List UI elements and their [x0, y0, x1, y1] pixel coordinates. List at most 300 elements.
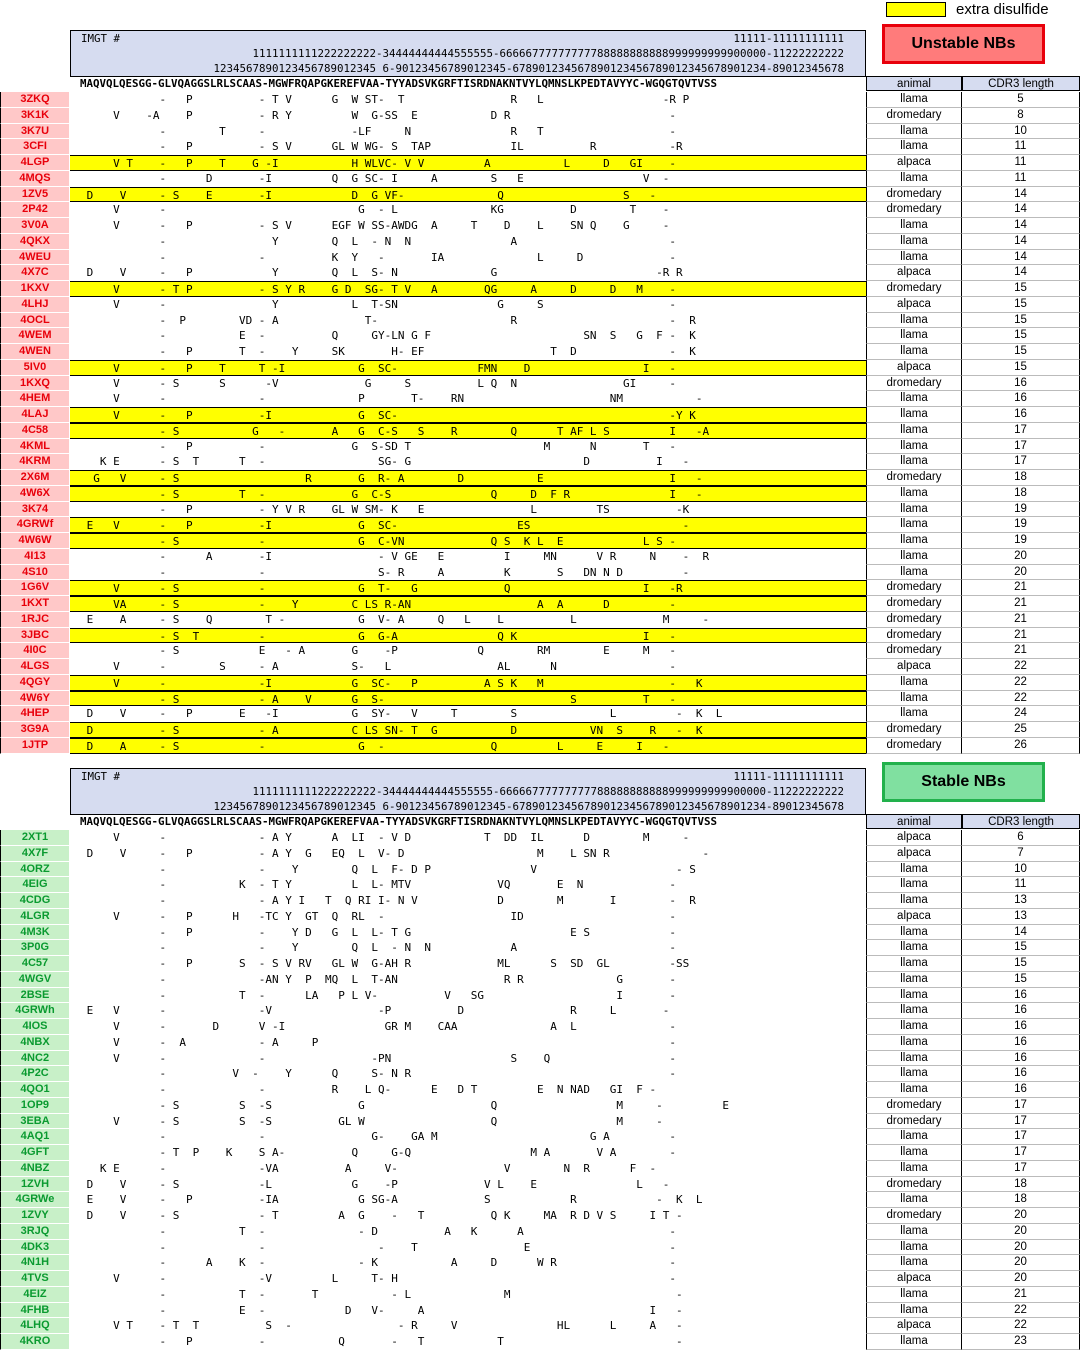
cdr3-length-cell: 17 — [962, 1161, 1080, 1177]
sequence-diff: - P VD - A T- R - R — [80, 313, 696, 327]
cdr3-length-cell: 16 — [962, 1003, 1080, 1019]
animal-cell: dromedary — [866, 643, 962, 659]
nanobody-id: 1ZVY — [0, 1208, 69, 1224]
sequence-diff: - V - Y Q S- N R - — [80, 1067, 677, 1081]
cdr3-length-cell: 15 — [962, 313, 1080, 329]
animal-cell: alpaca — [866, 297, 962, 313]
cdr3-length-cell: 16 — [962, 1019, 1080, 1035]
animal-cell: dromedary — [866, 580, 962, 596]
nanobody-id: 4P2C — [0, 1066, 69, 1082]
animal-cell: llama — [866, 972, 962, 988]
nanobody-id: 4ORZ — [0, 862, 69, 878]
sequence-diff: - D -I Q G SC- I A S E V - — [80, 171, 670, 185]
sequence-diff: D - S - A C LS SN- T G D VN S R - K — [70, 722, 866, 738]
stable-header — [70, 768, 866, 815]
cdr3-length-cell: 13 — [962, 893, 1080, 909]
animal-cell: dromedary — [866, 722, 962, 738]
cdr3-length-cell: 15 — [962, 360, 1080, 376]
animal-cell: dromedary — [866, 738, 962, 754]
animal-cell: alpaca — [866, 155, 962, 171]
cdr3-length-cell: 20 — [962, 1224, 1080, 1240]
nanobody-id: 4EIG — [0, 877, 69, 893]
cdr3-length-cell: 21 — [962, 1287, 1080, 1303]
sequence-diff: D V - P - A Y G EQ L V- D M L SN R - — [80, 846, 710, 860]
sequence-diff: - - R L Q- E D T E N NAD GI F - — [80, 1083, 657, 1096]
sequence-diff: V - -V L T- H - — [80, 1272, 677, 1285]
nanobody-id: 4I0C — [0, 643, 69, 659]
cdr3-length-cell: 18 — [962, 1177, 1080, 1193]
nanobody-id: 3CFI — [0, 139, 69, 155]
cdr3-length-cell: 6 — [962, 830, 1080, 846]
nanobody-id: 4DK3 — [0, 1240, 69, 1256]
cdr3-length-cell: 11 — [962, 877, 1080, 893]
nanobody-id: 3P0G — [0, 940, 69, 956]
cdr3-length-cell: 14 — [962, 187, 1080, 203]
cdr3-length-cell: 17 — [962, 439, 1080, 455]
cdr3-length-cell: 17 — [962, 423, 1080, 439]
animal-cell: llama — [866, 439, 962, 455]
nanobody-id: 2BSE — [0, 988, 69, 1004]
animal-cell: alpaca — [866, 909, 962, 925]
nanobody-id: 4HEM — [0, 391, 69, 407]
sequence-diff: V - S S -S GL W Q M - — [80, 1114, 663, 1128]
cdr3-length-cell: 11 — [962, 171, 1080, 187]
sequence-diff: - - S- R A K S DN N D - — [80, 565, 690, 579]
nanobody-id: 4X7F — [0, 846, 69, 862]
animal-cell: llama — [866, 1192, 962, 1208]
nanobody-id: 4W6X — [0, 486, 69, 502]
sequence-diff: V -A P - R Y W G-SS E D R - — [80, 108, 677, 122]
animal-cell: llama — [866, 1334, 962, 1350]
cdr3-length-cell: 20 — [962, 1255, 1080, 1271]
sequence-diff: D A - S - G - Q L E I - — [70, 738, 866, 754]
cdr3-length-cell: 5 — [962, 92, 1080, 108]
animal-cell: alpaca — [866, 1271, 962, 1287]
animal-cell: llama — [866, 502, 962, 518]
animal-cell: llama — [866, 92, 962, 108]
nanobody-id: 4W6Y — [0, 691, 69, 707]
unstable-header — [70, 30, 866, 77]
nanobody-id: 1G6V — [0, 580, 69, 596]
nanobody-id: 4LGS — [0, 659, 69, 675]
cdr3-length-cell: 16 — [962, 407, 1080, 423]
cdr3-length-cell: 22 — [962, 691, 1080, 707]
animal-cell: llama — [866, 877, 962, 893]
sequence-diff: D V - P E -I G SY- V T S L - K L — [80, 707, 723, 721]
nanobody-id: 4OCL — [0, 313, 69, 329]
nanobody-id: 3JBC — [0, 628, 69, 644]
sequence-diff: V - -I G SC- P A S K M - K — [70, 675, 866, 691]
animal-cell: llama — [866, 328, 962, 344]
cdr3-length-cell: 10 — [962, 862, 1080, 878]
nanobody-id: 1RJC — [0, 612, 69, 628]
nanobody-id: 4S10 — [0, 565, 69, 581]
cdr3-length-cell: 15 — [962, 956, 1080, 972]
nanobody-id: 4LHQ — [0, 1318, 69, 1334]
nanobody-id: 3V0A — [0, 218, 69, 234]
sequence-diff: V - Y L T-SN G S - — [80, 297, 677, 311]
animal-cell: llama — [866, 533, 962, 549]
cdr3-length-cell: 22 — [962, 1318, 1080, 1334]
animal-cell: dromedary — [866, 1114, 962, 1130]
nanobody-id: 4LHJ — [0, 297, 69, 313]
cdr3-length-cell: 7 — [962, 846, 1080, 862]
sequence-diff: V - T P - S Y R G D SG- T V A QG A D D M - — [70, 281, 866, 297]
germline-sequence: MAQVQLQESGG-GLVQAGGSLRLSCAAS-MGWFRQAPGKEREFVAA-TYYADSVKGRFTISRDNAKNTVYLQMNSLKPEDTAVYYC-WGQGTQVTVSS — [80, 815, 718, 828]
nanobody-id: 4QO1 — [0, 1082, 69, 1098]
sequence-diff: V - A - A P - — [80, 1035, 677, 1049]
sequence-diff: V - S - A S- L AL N - — [80, 660, 677, 673]
animal-cell: llama — [866, 1003, 962, 1019]
nanobody-id: 4QKX — [0, 234, 69, 250]
cdr3-length-cell: 20 — [962, 565, 1080, 581]
nanobody-id: 4C58 — [0, 423, 69, 439]
nanobody-id: 4NBZ — [0, 1161, 69, 1177]
cdr3-length-cell: 20 — [962, 1208, 1080, 1224]
nanobody-id: 2P42 — [0, 202, 69, 218]
animal-cell: dromedary — [866, 376, 962, 392]
sequence-diff: D V - S E -I D G VF- Q S - — [70, 187, 866, 203]
nanobody-id: 1KXT — [0, 596, 69, 612]
sequence-diff: - S - G C-VN Q S K L E L S - — [70, 533, 866, 549]
animal-cell: llama — [866, 124, 962, 140]
unstable-badge: Unstable NBs — [882, 24, 1045, 64]
animal-cell: dromedary — [866, 1098, 962, 1114]
sequence-diff: - - K Y - IA L D - — [80, 250, 677, 264]
sequence-diff: - S E - A G -P Q RM E M - — [80, 644, 677, 658]
sequence-diff: E V - -V -P D R L - — [80, 1004, 670, 1018]
nanobody-id: 4AQ1 — [0, 1129, 69, 1145]
animal-cell: llama — [866, 706, 962, 722]
animal-cell: llama — [866, 1066, 962, 1082]
cdr3-length-cell: 14 — [962, 218, 1080, 234]
sequence-diff: - A K - - K A D W R - — [80, 1256, 677, 1270]
nanobody-id: 4CDG — [0, 893, 69, 909]
nanobody-id: 3ZKQ — [0, 92, 69, 108]
cdr3-length-cell: 13 — [962, 909, 1080, 925]
cdr3-length-cell: 20 — [962, 1240, 1080, 1256]
cdr3-length-cell: 16 — [962, 1035, 1080, 1051]
nanobody-id: 4IOS — [0, 1019, 69, 1035]
sequence-diff: - - G- GA M G A - — [80, 1130, 677, 1144]
animal-cell: alpaca — [866, 846, 962, 862]
sequence-diff: V - P H -TC Y GT Q RL - ID - — [80, 909, 677, 923]
cdr3-length-cell: 18 — [962, 1192, 1080, 1208]
sequence-diff: V - P -I G SC- -Y K — [70, 407, 866, 423]
sequence-diff: - P - Y V R GL W SM- K E L TS -K — [80, 502, 690, 516]
sequence-diff: - - Y Q L F- D P V - S — [80, 862, 696, 876]
animal-cell: dromedary — [866, 628, 962, 644]
animal-cell: dromedary — [866, 596, 962, 612]
animal-cell: llama — [866, 1019, 962, 1035]
sequence-diff: - T - -LF N R T - — [80, 124, 677, 138]
animal-cell: dromedary — [866, 187, 962, 203]
nanobody-id: 4KML — [0, 439, 69, 455]
animal-cell: llama — [866, 517, 962, 533]
animal-cell: llama — [866, 691, 962, 707]
cdr3-length-cell: 21 — [962, 596, 1080, 612]
sequence-diff: V - G - L KG D T - — [80, 203, 670, 217]
cdr3-length-cell: 17 — [962, 1145, 1080, 1161]
animal-cell: llama — [866, 454, 962, 470]
nanobody-id: 4LGP — [0, 155, 69, 171]
animal-cell: llama — [866, 1224, 962, 1240]
animal-cell: alpaca — [866, 265, 962, 281]
sequence-diff: V - - P T- RN NM - — [80, 392, 703, 406]
nanobody-id: 4HEP — [0, 706, 69, 722]
sequence-diff: - S T - G G-A Q K I - — [70, 628, 866, 644]
sequence-diff: K E - S T T - SG- G D I - — [80, 455, 690, 469]
animal-cell: llama — [866, 1082, 962, 1098]
sequence-diff: - T - LA P L V- V SG I - — [80, 988, 677, 1002]
cdr3-length-cell: 17 — [962, 1098, 1080, 1114]
sequence-diff: V - P T T -I G SC- FMN D I - — [70, 360, 866, 376]
cdr3-length-cell: 22 — [962, 1303, 1080, 1319]
animal-cell: alpaca — [866, 360, 962, 376]
animal-cell: llama — [866, 862, 962, 878]
imgt-label: IMGT # — [81, 770, 121, 783]
sequence-diff: V - - A Y A LI - V D T DD IL D M - — [80, 831, 690, 844]
cdr3-length-cell: 17 — [962, 1114, 1080, 1130]
cdr3-length-cell: 16 — [962, 376, 1080, 392]
cdr3-length-cell: 17 — [962, 454, 1080, 470]
cdr3-column-header: CDR3 length — [962, 76, 1080, 91]
cdr3-length-cell: 17 — [962, 1129, 1080, 1145]
imgt-numbering-line3: 1234567890123456789012345 6-90123456789012345-678901234567890123456789012345678901234-89012345678 — [213, 800, 844, 813]
nanobody-id: 4QGY — [0, 675, 69, 691]
animal-cell: llama — [866, 234, 962, 250]
cdr3-length-cell: 15 — [962, 940, 1080, 956]
animal-cell: llama — [866, 313, 962, 329]
animal-cell: llama — [866, 218, 962, 234]
cdr3-length-cell: 11 — [962, 155, 1080, 171]
animal-cell: llama — [866, 344, 962, 360]
animal-cell: alpaca — [866, 830, 962, 846]
sequence-diff: - P S - S V RV GL W G-AH R ML S SD GL -SS — [80, 957, 690, 970]
cdr3-length-cell: 24 — [962, 706, 1080, 722]
sequence-diff: - - A Y I T Q RI I- N V D M I - R — [80, 894, 696, 907]
imgt-label: IMGT # — [81, 32, 121, 45]
sequence-diff: - T - T - L M - — [80, 1287, 683, 1301]
animal-cell: llama — [866, 1303, 962, 1319]
cdr3-length-cell: 14 — [962, 202, 1080, 218]
cdr3-length-cell: 22 — [962, 659, 1080, 675]
cdr3-length-cell: 14 — [962, 250, 1080, 266]
sequence-diff: - P - Q - T T - — [80, 1335, 683, 1348]
sequence-diff: G V - S R G R- A D E I - — [70, 470, 866, 486]
animal-cell: llama — [866, 565, 962, 581]
nanobody-id: 4LAJ — [0, 407, 69, 423]
animal-cell: llama — [866, 139, 962, 155]
sequence-diff: - -AN Y P MQ L T-AN R R G - — [80, 972, 677, 986]
sequence-diff: - S T - G C-S Q D F R I - — [70, 486, 866, 502]
nanobody-id: 4MQS — [0, 171, 69, 187]
animal-cell: llama — [866, 1051, 962, 1067]
cdr3-column-header: CDR3 length — [962, 814, 1080, 829]
animal-cell: llama — [866, 171, 962, 187]
sequence-diff: D V - S - T A G - T Q K MA R D V S I T - — [80, 1209, 683, 1222]
sequence-diff: - P - G S-SD T M N T - — [80, 439, 677, 453]
animal-cell: llama — [866, 1240, 962, 1256]
animal-cell: llama — [866, 1255, 962, 1271]
legend-label: extra disulfide — [956, 0, 1049, 18]
germline-sequence: MAQVQLQESGG-GLVQAGGSLRLSCAAS-MGWFRQAPGKEREFVAA-TYYADSVKGRFTISRDNAKNTVYLQMNSLKPEDTAVYYC-WGQGTQVTVSS — [80, 77, 718, 90]
animal-cell: llama — [866, 391, 962, 407]
animal-cell: llama — [866, 940, 962, 956]
sequence-diff: V - D V -I GR M CAA A L - — [80, 1020, 677, 1033]
nanobody-id: 4WEU — [0, 250, 69, 266]
nanobody-id: 3K7U — [0, 124, 69, 140]
animal-cell: llama — [866, 675, 962, 691]
animal-cell: alpaca — [866, 659, 962, 675]
nanobody-id: 4WEN — [0, 344, 69, 360]
animal-cell: llama — [866, 893, 962, 909]
legend-swatch — [886, 2, 946, 17]
animal-cell: dromedary — [866, 1208, 962, 1224]
cdr3-length-cell: 8 — [962, 108, 1080, 124]
animal-cell: llama — [866, 407, 962, 423]
animal-cell: alpaca — [866, 1318, 962, 1334]
nanobody-id: 4KRM — [0, 454, 69, 470]
cdr3-length-cell: 22 — [962, 675, 1080, 691]
cdr3-length-cell: 25 — [962, 722, 1080, 738]
nanobody-id: 4TVS — [0, 1271, 69, 1287]
nanobody-id: 5IV0 — [0, 360, 69, 376]
sequence-diff: E V - P -IA G SG-A S R - K L — [80, 1193, 703, 1207]
nanobody-id: 3K1K — [0, 108, 69, 124]
sequence-diff: V - P - S V EGF W SS-AWDG A T D L SN Q G - — [80, 219, 670, 232]
nanobody-id: 4GFT — [0, 1145, 69, 1161]
sequence-diff: D V - S -L G -P V L E L - — [80, 1177, 670, 1191]
cdr3-length-cell: 15 — [962, 344, 1080, 360]
cdr3-length-cell: 16 — [962, 1066, 1080, 1082]
nanobody-id: 4GRWe — [0, 1192, 69, 1208]
sequence-diff: V T - T T S - - R V HL L A - — [80, 1319, 683, 1333]
cdr3-length-cell: 15 — [962, 297, 1080, 313]
animal-cell: llama — [866, 956, 962, 972]
sequence-diff: - - Y Q L - N N A - — [80, 941, 677, 955]
animal-cell: llama — [866, 1035, 962, 1051]
cdr3-length-cell: 26 — [962, 738, 1080, 754]
cdr3-length-cell: 16 — [962, 988, 1080, 1004]
animal-cell: llama — [866, 549, 962, 565]
nanobody-id: 4I13 — [0, 549, 69, 565]
nanobody-id: 4NC2 — [0, 1051, 69, 1067]
cdr3-length-cell: 11 — [962, 139, 1080, 155]
cdr3-length-cell: 21 — [962, 580, 1080, 596]
nanobody-id: 4GRWh — [0, 1003, 69, 1019]
animal-cell: llama — [866, 1287, 962, 1303]
cdr3-length-cell: 15 — [962, 281, 1080, 297]
cdr3-length-cell: 21 — [962, 628, 1080, 644]
nanobody-id: 4EIZ — [0, 1287, 69, 1303]
cdr3-length-cell: 18 — [962, 486, 1080, 502]
nanobody-id: 4X7C — [0, 265, 69, 281]
nanobody-id: 4NBX — [0, 1035, 69, 1051]
nanobody-id: 4WGV — [0, 972, 69, 988]
sequence-diff: E A - S Q T - G V- A Q L L L M - — [80, 612, 710, 626]
cdr3-length-cell: 18 — [962, 470, 1080, 486]
animal-cell: dromedary — [866, 612, 962, 628]
nanobody-id: 4FHB — [0, 1303, 69, 1319]
sequence-diff: E V - P -I G SC- ES - — [70, 517, 866, 533]
cdr3-length-cell: 23 — [962, 1334, 1080, 1350]
nanobody-id: 1KXQ — [0, 376, 69, 392]
animal-cell: dromedary — [866, 108, 962, 124]
imgt-numbering-line2: 1111111111222222222-34444444444555555-66666777777777788888888888999999999900000-11222222222 — [252, 785, 844, 798]
cdr3-length-cell: 21 — [962, 643, 1080, 659]
nanobody-id: 4KRO — [0, 1334, 69, 1350]
sequence-diff: - P - S V GL W WG- S TAP IL R -R — [80, 140, 683, 154]
nanobody-id: 4M3K — [0, 925, 69, 941]
animal-cell: llama — [866, 423, 962, 439]
animal-cell: llama — [866, 1161, 962, 1177]
animal-cell: llama — [866, 250, 962, 266]
sequence-diff: V - S S -V G S L Q N GI - — [80, 376, 677, 390]
nanobody-id: 2XT1 — [0, 830, 69, 846]
animal-cell: llama — [866, 1145, 962, 1161]
nanobody-id: 1OP9 — [0, 1098, 69, 1114]
sequence-diff: - T P K S A- Q G-Q M A V A - — [80, 1146, 677, 1159]
cdr3-length-cell: 21 — [962, 612, 1080, 628]
cdr3-length-cell: 14 — [962, 234, 1080, 250]
sequence-diff: K E - -VA A V- V N R F - — [80, 1161, 657, 1175]
nanobody-id: 1JTP — [0, 738, 69, 754]
animal-cell: dromedary — [866, 470, 962, 486]
sequence-diff: - E - Q GY-LN G F SN S G F - K — [80, 329, 696, 343]
animal-cell: dromedary — [866, 202, 962, 218]
animal-cell: llama — [866, 486, 962, 502]
cdr3-length-cell: 16 — [962, 1051, 1080, 1067]
cdr3-length-cell: 19 — [962, 533, 1080, 549]
animal-column-header: animal — [866, 76, 962, 91]
nanobody-id: 1ZV5 — [0, 187, 69, 203]
nanobody-id: 3EBA — [0, 1114, 69, 1130]
sequence-diff: - S S -S G Q M - E — [80, 1098, 730, 1112]
nanobody-id: 3RJQ — [0, 1224, 69, 1240]
nanobody-id: 4W6W — [0, 533, 69, 549]
sequence-diff: - P - Y D G L L- T G E S - — [80, 925, 677, 939]
cdr3-length-cell: 14 — [962, 925, 1080, 941]
cdr3-length-cell: 20 — [962, 1271, 1080, 1287]
imgt-numbering-line3: 1234567890123456789012345 6-90123456789012345-678901234567890123456789012345678901234-89012345678 — [213, 62, 844, 75]
nanobody-id: 4GRWf — [0, 517, 69, 533]
sequence-diff: - S G - A G C-S S R Q T AF L S I -A — [70, 423, 866, 439]
sequence-diff: VA - S - Y C LS R-AN A A D - — [70, 596, 866, 612]
cdr3-length-cell: 19 — [962, 502, 1080, 518]
sequence-diff: - T - - D A K A - — [80, 1224, 677, 1238]
nanobody-id: 3K74 — [0, 502, 69, 518]
cdr3-length-cell: 15 — [962, 972, 1080, 988]
imgt-numbering-line2: 1111111111222222222-34444444444555555-66666777777777788888888888999999999900000-11222222222 — [252, 47, 844, 60]
nanobody-id: 3G9A — [0, 722, 69, 738]
stable-badge: Stable NBs — [882, 762, 1045, 802]
sequence-diff: - - - T E - — [80, 1240, 677, 1254]
cdr3-length-cell: 16 — [962, 391, 1080, 407]
nanobody-id: 4LGR — [0, 909, 69, 925]
cdr3-length-cell: 15 — [962, 328, 1080, 344]
sequence-diff: - S - A V G S- S T - — [70, 691, 866, 707]
sequence-diff: - A -I - V GE E I MN V R N - R — [80, 549, 710, 563]
cdr3-length-cell: 20 — [962, 549, 1080, 565]
cdr3-length-cell: 16 — [962, 1082, 1080, 1098]
sequence-diff: - P - T V G W ST- T R L -R P — [80, 93, 690, 106]
cdr3-length-cell: 14 — [962, 265, 1080, 281]
nanobody-id: 1KXV — [0, 281, 69, 297]
animal-cell: llama — [866, 988, 962, 1004]
sequence-diff: - Y Q L - N N A - — [80, 234, 677, 248]
imgt-numbering-line1: 11111-11111111111 — [733, 32, 844, 45]
